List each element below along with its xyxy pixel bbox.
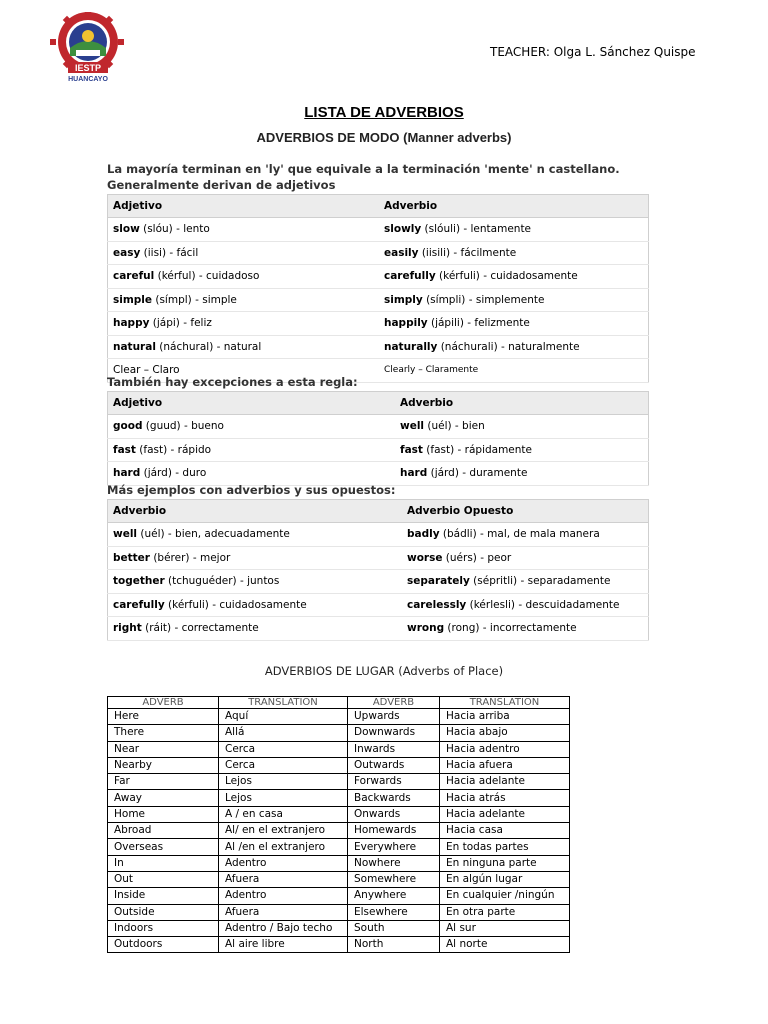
- pronunciation-translation: (kérlesli) - descuidadamente: [466, 598, 620, 611]
- logo-city: HUANCAYO: [68, 76, 108, 82]
- english-word: easy: [113, 246, 141, 259]
- table-cell: Hacia abajo: [440, 725, 570, 741]
- table-cell: En ninguna parte: [440, 855, 570, 871]
- table-cell: There: [108, 725, 219, 741]
- pronunciation-translation: (náchurali) - naturalmente: [437, 340, 580, 353]
- table-row: [108, 523, 649, 547]
- english-word: badly: [407, 528, 440, 541]
- table-cell: [379, 241, 649, 265]
- table-row: [108, 335, 649, 359]
- english-word: together: [113, 575, 165, 588]
- table-row: [108, 888, 570, 904]
- pronunciation-translation: (jápili) - felizmente: [427, 317, 530, 330]
- table-cell: Forwards: [348, 774, 440, 790]
- table-cell: Al aire libre: [219, 937, 348, 953]
- table-cell: Downwards: [348, 725, 440, 741]
- intro-paragraph: La mayoría terminan en 'ly' que equivale a la terminación 'mente' n castellano. Generalmente derivan de adjetivos: [107, 162, 620, 192]
- table-row: [108, 806, 570, 822]
- table-cell: Al norte: [440, 937, 570, 953]
- table-row: [108, 757, 570, 773]
- table-cell: Lejos: [219, 790, 348, 806]
- table-cell: Adentro: [219, 855, 348, 871]
- table-cell: [108, 288, 380, 312]
- table-row: [108, 709, 570, 725]
- exceptions-note: También hay excepciones a esta regla:: [107, 375, 358, 389]
- table-cell: In: [108, 855, 219, 871]
- column-header: Adverbio: [108, 500, 403, 523]
- opposites-table: [107, 499, 649, 641]
- table-cell: Allá: [219, 725, 348, 741]
- table-row: [108, 823, 570, 839]
- table-cell: Inwards: [348, 741, 440, 757]
- pronunciation-translation: (rong) - incorrectamente: [444, 622, 577, 635]
- english-word: slowly: [384, 223, 422, 236]
- pronunciation-translation: (kérful) - cuidadoso: [154, 270, 260, 283]
- table-cell: Outwards: [348, 757, 440, 773]
- table-cell: Outside: [108, 904, 219, 920]
- pronunciation-translation: (náchural) - natural: [155, 340, 262, 353]
- pronunciation-translation: (ráit) - correctamente: [141, 622, 259, 635]
- table-cell: [395, 415, 649, 439]
- teacher-name: TEACHER: Olga L. Sánchez Quispe: [490, 45, 696, 59]
- table-cell: [379, 335, 649, 359]
- english-word: wrong: [407, 622, 445, 635]
- table-cell: Lejos: [219, 774, 348, 790]
- table-cell: Abroad: [108, 823, 219, 839]
- table-cell: Everywhere: [348, 839, 440, 855]
- pronunciation-translation: (slóuli) - lentamente: [421, 223, 532, 236]
- table-cell: [379, 312, 649, 336]
- english-word: well: [113, 528, 138, 541]
- english-word: happy: [113, 317, 150, 330]
- pronunciation-translation: (uérs) - peor: [442, 551, 512, 564]
- table-row: [108, 871, 570, 887]
- table-cell: Cerca: [219, 757, 348, 773]
- table-cell: Overseas: [108, 839, 219, 855]
- column-header: Adjetivo: [108, 195, 380, 218]
- table-cell: Afuera: [219, 904, 348, 920]
- table-cell: Hacia afuera: [440, 757, 570, 773]
- english-word: careful: [113, 270, 155, 283]
- table-cell: [108, 617, 403, 641]
- table-row: [108, 570, 649, 594]
- table-row: [108, 774, 570, 790]
- table-cell: [108, 335, 380, 359]
- table-cell: Al /en el extranjero: [219, 839, 348, 855]
- table-cell: Hacia adelante: [440, 774, 570, 790]
- table-cell: Out: [108, 871, 219, 887]
- english-word: well: [400, 420, 425, 433]
- table-header-row: [108, 392, 649, 415]
- table-cell: [395, 462, 649, 486]
- pronunciation-translation: (símpl) - simple: [152, 293, 237, 306]
- table-row: [108, 462, 649, 486]
- table-cell: [108, 265, 380, 289]
- english-word: simply: [384, 293, 423, 306]
- english-word: naturally: [384, 340, 438, 353]
- table-cell: Al/ en el extranjero: [219, 823, 348, 839]
- pronunciation-translation: (símpli) - simplemente: [422, 293, 545, 306]
- table-cell: [402, 523, 649, 547]
- pronunciation-translation: (iisi) - fácil: [140, 246, 199, 259]
- table-cell: [402, 570, 649, 594]
- table-row: [108, 546, 649, 570]
- english-word: fast: [400, 443, 423, 456]
- pronunciation-translation: (járd) - duramente: [427, 467, 528, 480]
- english-word: carefully: [384, 270, 436, 283]
- table-row: [108, 920, 570, 936]
- table-cell: [402, 593, 649, 617]
- table-cell: Afuera: [219, 871, 348, 887]
- table-cell: Hacia adentro: [440, 741, 570, 757]
- table-cell: Home: [108, 806, 219, 822]
- column-header: ADVERB: [348, 697, 440, 709]
- table-cell: Outdoors: [108, 937, 219, 953]
- table-row: [108, 265, 649, 289]
- table-row: [108, 241, 649, 265]
- table-row: [108, 937, 570, 953]
- table-cell: En todas partes: [440, 839, 570, 855]
- pronunciation-translation: (tchuguéder) - juntos: [164, 575, 280, 588]
- manner-adverbs-table: [107, 194, 649, 383]
- english-word: hard: [113, 467, 141, 480]
- english-word: good: [113, 420, 143, 433]
- table-cell: [108, 570, 403, 594]
- section-title-manner: ADVERBIOS DE MODO (Manner adverbs): [256, 130, 512, 145]
- table-cell: Nearby: [108, 757, 219, 773]
- table-row: [108, 438, 649, 462]
- table-cell: [108, 438, 396, 462]
- section-title-place: ADVERBIOS DE LUGAR (Adverbs of Place): [264, 664, 504, 678]
- table-row: [108, 218, 649, 242]
- pronunciation-translation: (sépritli) - separadamente: [469, 575, 611, 588]
- table-cell: Indoors: [108, 920, 219, 936]
- table-cell: En cualquier /ningún: [440, 888, 570, 904]
- english-word: fast: [113, 443, 136, 456]
- table-cell: Inside: [108, 888, 219, 904]
- table-row: [108, 312, 649, 336]
- table-cell: North: [348, 937, 440, 953]
- table-cell: En algún lugar: [440, 871, 570, 887]
- english-word: natural: [113, 340, 156, 353]
- column-header: ADVERB: [108, 697, 219, 709]
- pronunciation-translation: (bérer) - mejor: [149, 551, 231, 564]
- table-cell: [379, 265, 649, 289]
- table-cell: Adentro: [219, 888, 348, 904]
- page-title: LISTA DE ADVERBIOS: [304, 104, 464, 121]
- table-cell: [108, 593, 403, 617]
- english-word: happily: [384, 317, 428, 330]
- english-word: hard: [400, 467, 428, 480]
- english-word: separately: [407, 575, 470, 588]
- table-cell: [379, 288, 649, 312]
- table-cell: Cerca: [219, 741, 348, 757]
- table-cell: Aquí: [219, 709, 348, 725]
- column-header: Adverbio: [395, 392, 649, 415]
- table-cell: Adentro / Bajo techo: [219, 920, 348, 936]
- table-cell: A / en casa: [219, 806, 348, 822]
- english-word: worse: [407, 551, 443, 564]
- table-cell: Elsewhere: [348, 904, 440, 920]
- table-cell: Clearly – Claramente: [379, 359, 649, 383]
- table-cell: [108, 546, 403, 570]
- table-cell: Hacia casa: [440, 823, 570, 839]
- english-word: slow: [113, 223, 140, 236]
- pronunciation-translation: (kérfuli) - cuidadosamente: [164, 598, 307, 611]
- pronunciation-translation: (fast) - rápido: [135, 443, 212, 456]
- table-cell: Near: [108, 741, 219, 757]
- table-row: [108, 741, 570, 757]
- table-cell: [108, 523, 403, 547]
- table-cell: Hacia arriba: [440, 709, 570, 725]
- pronunciation-translation: (uél) - bien, adecuadamente: [137, 528, 290, 541]
- pronunciation-translation: (iisili) - fácilmente: [418, 246, 517, 259]
- table-cell: Onwards: [348, 806, 440, 822]
- table-cell: Nowhere: [348, 855, 440, 871]
- english-word: better: [113, 551, 150, 564]
- table-cell: Clear – Claro: [108, 359, 380, 383]
- english-word: carelessly: [407, 598, 467, 611]
- english-word: carefully: [113, 598, 165, 611]
- table-cell: Al sur: [440, 920, 570, 936]
- table-header-row: [108, 697, 570, 709]
- table-cell: Homewards: [348, 823, 440, 839]
- table-row: [108, 839, 570, 855]
- exceptions-table: [107, 391, 649, 486]
- table-cell: [402, 546, 649, 570]
- table-cell: Somewhere: [348, 871, 440, 887]
- table-cell: [395, 438, 649, 462]
- table-cell: [108, 241, 380, 265]
- pronunciation-translation: (járd) - duro: [140, 467, 207, 480]
- table-cell: Hacia adelante: [440, 806, 570, 822]
- table-row: [108, 288, 649, 312]
- column-header: TRANSLATION: [219, 697, 348, 709]
- table-cell: [379, 218, 649, 242]
- column-header: Adjetivo: [108, 392, 396, 415]
- place-adverbs-table: [107, 696, 570, 953]
- table-cell: [108, 415, 396, 439]
- column-header: Adverbio Opuesto: [402, 500, 649, 523]
- column-header: Adverbio: [379, 195, 649, 218]
- table-cell: Away: [108, 790, 219, 806]
- pronunciation-translation: (kérfuli) - cuidadosamente: [435, 270, 578, 283]
- table-cell: Backwards: [348, 790, 440, 806]
- table-row: [108, 904, 570, 920]
- table-row: [108, 593, 649, 617]
- table-cell: [108, 218, 380, 242]
- table-cell: Anywhere: [348, 888, 440, 904]
- pronunciation-translation: (guud) - bueno: [142, 420, 224, 433]
- pronunciation-translation: (slóu) - lento: [139, 223, 210, 236]
- english-word: right: [113, 622, 142, 635]
- table-row: [108, 617, 649, 641]
- table-header-row: [108, 195, 649, 218]
- table-header-row: [108, 500, 649, 523]
- column-header: TRANSLATION: [440, 697, 570, 709]
- table-cell: Upwards: [348, 709, 440, 725]
- table-cell: [402, 617, 649, 641]
- table-cell: Far: [108, 774, 219, 790]
- table-cell: En otra parte: [440, 904, 570, 920]
- table-row: [108, 790, 570, 806]
- table-row: [108, 725, 570, 741]
- table-cell: Hacia atrás: [440, 790, 570, 806]
- logo-acronym: IESTP: [74, 63, 102, 73]
- table-cell: [108, 462, 396, 486]
- english-word: simple: [113, 293, 153, 306]
- table-cell: South: [348, 920, 440, 936]
- table-row: [108, 415, 649, 439]
- pronunciation-translation: (uél) - bien: [424, 420, 485, 433]
- table-cell: [108, 312, 380, 336]
- table-row: [108, 855, 570, 871]
- pronunciation-translation: (jápi) - feliz: [149, 317, 212, 330]
- english-word: easily: [384, 246, 419, 259]
- table-cell: Here: [108, 709, 219, 725]
- pronunciation-translation: (bádli) - mal, de mala manera: [439, 528, 600, 541]
- opposites-note: Más ejemplos con adverbios y sus opuestos:: [107, 483, 396, 497]
- pronunciation-translation: (fast) - rápidamente: [422, 443, 533, 456]
- institution-logo: [46, 12, 130, 82]
